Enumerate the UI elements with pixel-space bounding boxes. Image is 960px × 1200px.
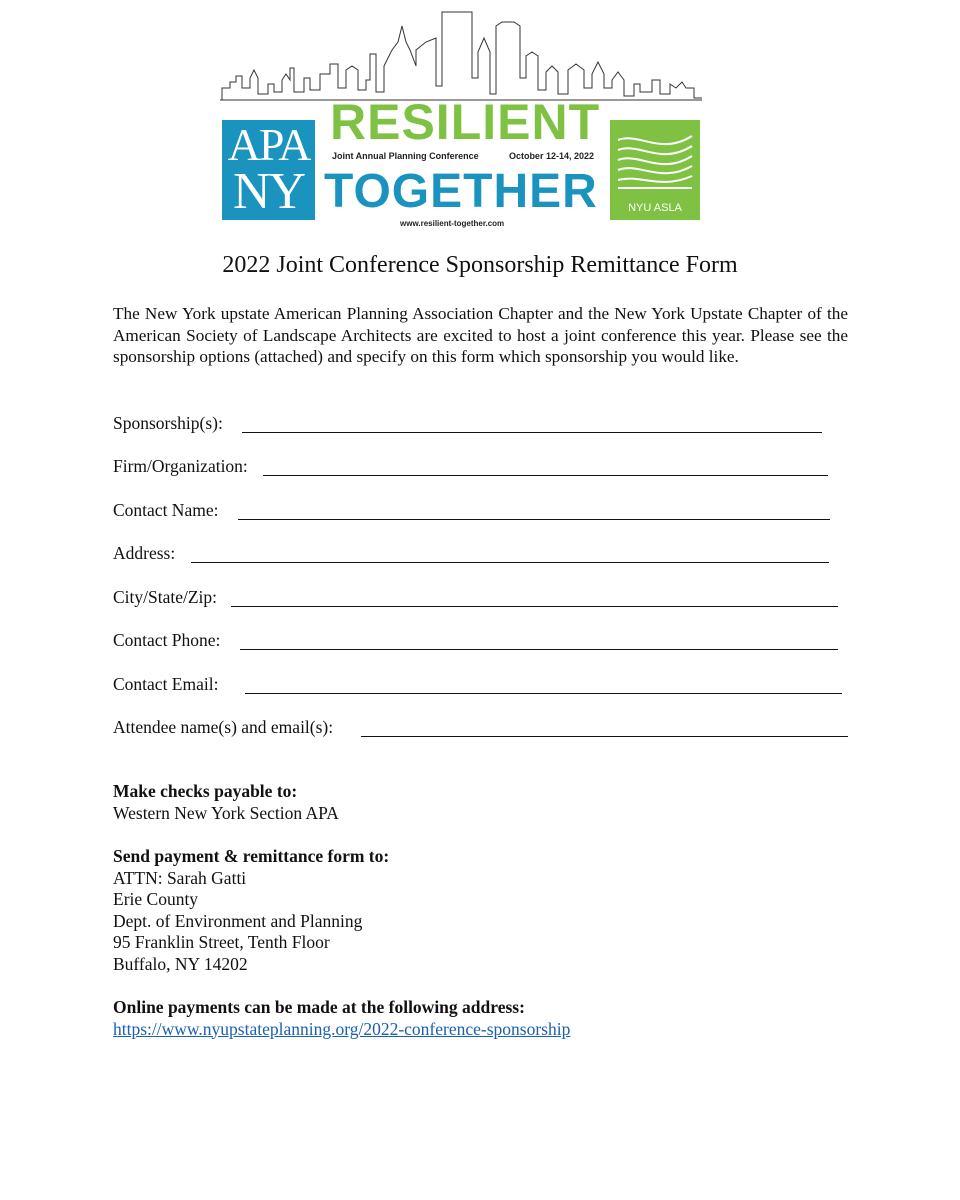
field-label: Contact Phone:: [113, 630, 221, 650]
apa-ny-logo: [222, 120, 315, 220]
field-city-state-zip: [113, 587, 839, 611]
payment-address-line: Erie County: [113, 889, 199, 909]
conference-label: Joint Annual Planning Conference: [332, 151, 479, 161]
conference-subline: [332, 151, 594, 161]
checks-section: [113, 781, 339, 824]
firm-input-line[interactable]: [263, 475, 828, 476]
field-label: Address:: [113, 543, 176, 563]
intro-paragraph: The New York upstate American Planning Association Chapter and the New York Upstate Chapter of the American Society of Landscape Architects are excited to host a joint conference this year. Please see the sponsorship options (attached) and specify on this form which sponsorship you would like.: [113, 304, 848, 366]
field-contact-email: [113, 674, 843, 698]
field-firm: [113, 456, 829, 480]
sponsorship-input-line[interactable]: [242, 432, 822, 433]
asla-label: NYU ASLA: [628, 202, 682, 214]
online-payment-link[interactable]: https://www.nyupstateplanning.org/2022-conference-sponsorship: [113, 1018, 571, 1039]
checks-payee: Western New York Section APA: [113, 802, 339, 823]
field-sponsorship: [113, 413, 823, 437]
field-address: [113, 543, 831, 567]
field-label: Attendee name(s) and email(s):: [113, 717, 334, 737]
conference-logo: [220, 8, 702, 234]
payment-address-line: Buffalo, NY 14202: [113, 953, 248, 974]
field-attendees: [113, 717, 849, 741]
field-label: Contact Name:: [113, 500, 219, 520]
payment-address-line: Dept. of Environment and Planning: [113, 910, 363, 931]
nyu-asla-logo: [610, 120, 700, 220]
contact-email-input-line[interactable]: [245, 693, 842, 694]
page-title: 2022 Joint Conference Sponsorship Remittance Form: [222, 252, 738, 278]
payment-address-line: ATTN: Sarah Gatti: [113, 867, 247, 888]
payment-address-line: 95 Franklin Street, Tenth Floor: [113, 932, 330, 952]
checks-heading: Make checks payable to:: [113, 781, 298, 801]
headline-together: TOGETHER: [324, 165, 598, 218]
landscape-waves-icon: [610, 126, 700, 206]
contact-phone-input-line[interactable]: [240, 649, 838, 650]
conference-dates: October 12-14, 2022: [508, 151, 594, 161]
field-label: City/State/Zip:: [113, 587, 218, 607]
payment-heading: Send payment & remittance form to:: [113, 846, 390, 866]
field-label: Firm/Organization:: [113, 456, 248, 476]
city-state-zip-input-line[interactable]: [231, 606, 838, 607]
online-section: [113, 997, 570, 1040]
online-heading: Online payments can be made at the following address:: [113, 997, 525, 1017]
field-contact-phone: [113, 630, 839, 654]
ny-logo-text: NY: [232, 163, 305, 220]
payment-section: [113, 846, 389, 975]
headline-resilient: RESILIENT: [330, 94, 601, 150]
contact-name-input-line[interactable]: [238, 519, 830, 520]
field-contact-name: [113, 500, 831, 524]
attendees-input-line[interactable]: [361, 736, 848, 737]
address-input-line[interactable]: [191, 562, 829, 563]
apa-logo-text: APA: [227, 119, 310, 170]
field-label: Contact Email:: [113, 674, 219, 694]
logo-website: www.resilient-together.com: [400, 219, 505, 228]
field-label: Sponsorship(s):: [113, 413, 223, 433]
